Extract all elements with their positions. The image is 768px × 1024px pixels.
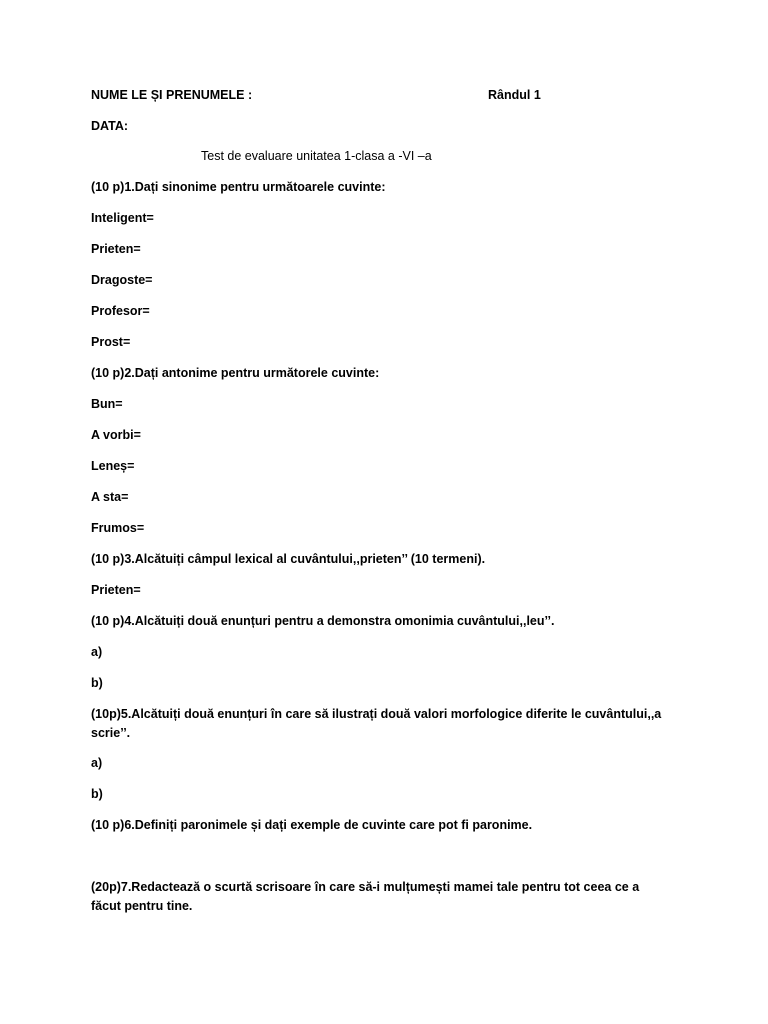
question-7-prompt: (20p)7.Redactează o scurtă scrisoare în care să-i mulțumești mamei tale pentru tot ceea ce a făcut pentru tine. [91,880,640,913]
q1-item: Profesor= [91,304,150,318]
q1-item: Dragoste= [91,273,153,287]
q5-answer-b: b) [91,787,103,801]
q3-answer: Prieten= [91,583,141,597]
name-label: NUME LE ȘI PRENUMELE : [91,88,253,102]
question-6-prompt: (10 p)6.Definiți paronimele și dați exemple de cuvinte care pot fi paronime. [91,818,533,832]
q5-answer-a: a) [91,756,103,770]
q1-item: Prieten= [91,242,141,256]
question-5-prompt: (10p)5.Alcătuiți două enunțuri în care să ilustrați două valori morfologice diferite le cuvântului,,a scrie’’. [91,707,662,740]
question-4-prompt: (10 p)4.Alcătuiți două enunțuri pentru a demonstra omonimia cuvântului,,leu’’. [91,614,555,628]
test-title: Test de evaluare unitatea 1-clasa a -VI –a [201,149,432,163]
q2-item: A sta= [91,490,129,504]
q4-answer-a: a) [91,645,103,659]
q4-answer-b: b) [91,676,103,690]
q2-item: Frumos= [91,521,145,535]
q2-item: A vorbi= [91,428,141,442]
question-1-prompt: (10 p)1.Dați sinonime pentru următoarele cuvinte: [91,180,386,194]
q2-item: Bun= [91,397,123,411]
q2-item: Leneș= [91,459,135,473]
date-label: DATA: [91,119,129,133]
q1-item: Inteligent= [91,211,154,225]
question-3-prompt: (10 p)3.Alcătuiți câmpul lexical al cuvântului,,prieten’’ (10 termeni). [91,552,486,566]
row-label: Rândul 1 [488,88,541,102]
q1-item: Prost= [91,335,131,349]
question-2-prompt: (10 p)2.Dați antonime pentru următorele cuvinte: [91,366,380,380]
